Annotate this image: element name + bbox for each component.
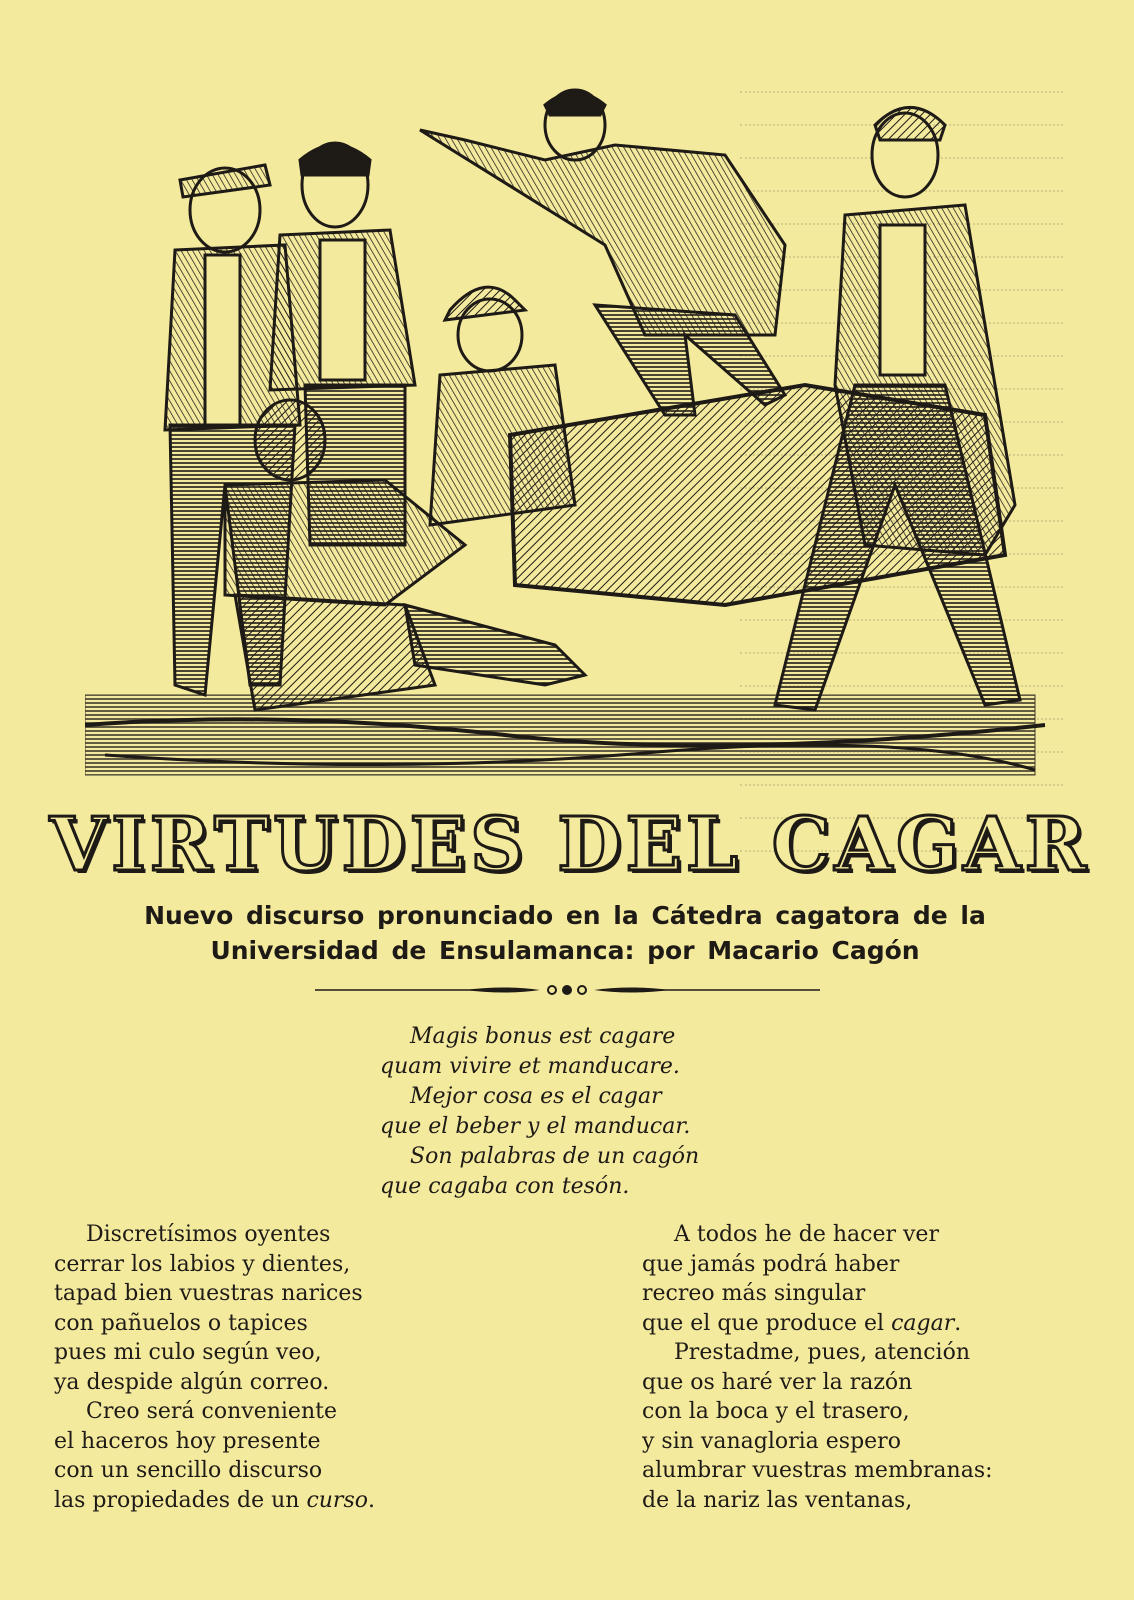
verse-punctuation: . (367, 1487, 375, 1513)
epigraph-line: Son palabras de un cagón (410, 1144, 700, 1169)
verse-line: tapad bien vuestras narices (54, 1281, 363, 1306)
verse-line: Discretísimos oyentes (86, 1222, 331, 1247)
verse-punctuation: . (954, 1310, 962, 1336)
epigraph-line: quam vivire et manducare. (380, 1054, 680, 1079)
verse-line (54, 1486, 544, 1516)
woodcut-illustration (85, 85, 1060, 790)
verse-line: que jamás podrá haber (642, 1251, 900, 1277)
epigraph-line: que cagaba con tesón. (380, 1174, 630, 1199)
verse-line: de la nariz las ventanas, (642, 1487, 913, 1513)
verse-line: Creo será conveniente (86, 1399, 337, 1424)
verse-italic-word: curso (306, 1487, 368, 1513)
verse-line: recreo más singular (642, 1281, 866, 1306)
verse-line: que os haré ver la razón (642, 1369, 913, 1395)
subtitle-line: Universidad de Ensulamanca: por Macario Cagón (210, 936, 920, 965)
verse-line: el haceros hoy presente (54, 1428, 321, 1454)
verse-line (642, 1309, 1092, 1339)
verse-line: ya despide algún correo. (54, 1369, 330, 1395)
epigraph-line: que el beber y el manducar. (380, 1114, 691, 1139)
subtitle-line: Nuevo discurso pronunciado en la Cátedra cagatora de la (144, 901, 986, 930)
page-title: VIRTUDES DEL CAGAR (49, 802, 1091, 888)
verse-column-left (54, 1220, 544, 1515)
verse-line: y sin vanagloria espero (642, 1428, 901, 1454)
verse-line: Prestadme, pues, atención (674, 1340, 971, 1365)
verse-line: pues mi culo según veo, (54, 1340, 322, 1365)
verse-line: con la boca y el trasero, (642, 1399, 910, 1424)
verse-line: con un sencillo discurso (54, 1458, 323, 1483)
verse-italic-word: cagar (891, 1310, 955, 1336)
verse-column-right (642, 1220, 1092, 1515)
verse-line: cerrar los labios y dientes, (54, 1251, 351, 1277)
subtitle (60, 898, 1070, 968)
verse-line: A todos he de hacer ver (674, 1222, 939, 1247)
epigraph-line: Magis bonus est cagare (410, 1024, 676, 1049)
verse-line: alumbrar vuestras membranas: (642, 1458, 993, 1483)
ground (85, 695, 1045, 775)
figure-seated-hat (430, 287, 575, 525)
epigraph-line: Mejor cosa es el cagar (410, 1084, 662, 1109)
verse-line: con pañuelos o tapices (54, 1310, 308, 1336)
verse-text: que el que produce el (642, 1310, 892, 1336)
verse-text: las propiedades de un (54, 1487, 307, 1513)
ornamental-rule (315, 982, 820, 998)
epigraph (380, 1022, 780, 1202)
